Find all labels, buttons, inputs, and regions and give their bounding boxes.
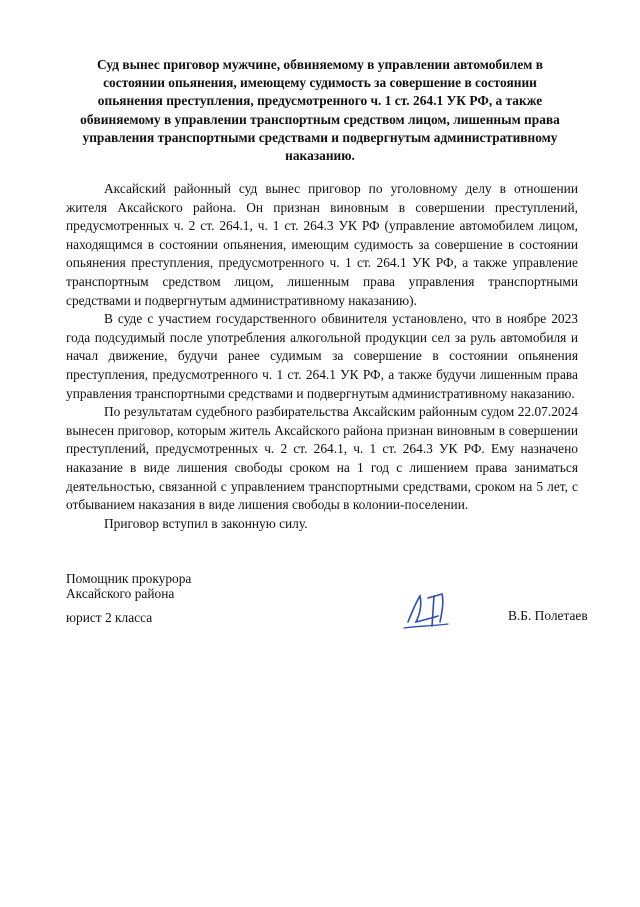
paragraph: Аксайский районный суд вынес приговор по уголовному делу в отношении жителя Аксайского района. Он признан виновным в совершении преступлений, предусмотренных ч. 2 ст. 264.1, ч. 1 ст. 264.3 УК РФ (управление автомобилем лицом, находящимся в состоянии опьянения, имеющим судимость за совершение в состоянии опьянения преступления, предусмотренного ч. 1 ст. 264.1 УК РФ, а также управление транспортным средством лицом, лишенным права управления транспортными средствами и подвергнутым административному наказанию).: [66, 181, 578, 308]
signer-name: В.Б. Полетаев: [508, 608, 588, 623]
document-body: [66, 180, 578, 533]
signer-rank: юрист 2 класса: [66, 610, 153, 625]
signer-position-line2: Аксайского района: [66, 586, 175, 601]
document-title: Суд вынес приговор мужчине, обвиняемому в управлении автомобилем в состоянии опьянения, имеющему судимость за совершение в состоянии опьянения преступления, предусмотренного ч. 1 ст. 264.1 УК РФ, а также обвиняемому в управлении транспортным средством лицом, лишенным права управления транспортными средствами и подвергнутым административному наказанию.: [80, 57, 560, 164]
handwritten-signature-icon: [398, 582, 458, 634]
signer-position-line1: Помощник прокурора: [66, 571, 192, 586]
paragraph: По результатам судебного разбирательства Аксайским районным судом 22.07.2024 вынесен приговор, которым житель Аксайского района признан виновным в совершении преступлений, предусмотренных ч. 2 ст. 264.1, ч. 1 ст. 264.3 УК РФ. Ему назначено наказание в виде лишения свободы сроком на 1 год с лишением права заниматься деятельностью, связанной с управлением транспортными средствами, сроком на 5 лет, с отбыванием наказания в виде лишения свободы в колонии-поселении.: [66, 404, 578, 513]
paragraph: Приговор вступил в законную силу.: [104, 515, 308, 531]
paragraph: В суде с участием государственного обвинителя установлено, что в ноябре 2023 года подсудимый после употребления алкогольной продукции сел за руль автомобиля и начал движение, будучи ранее судимым за совершение в состоянии опьянения преступления, предусмотренного ч. 1 ст. 264.1 УК РФ, а также будучи лишенным права управления транспортными средствами и подвергнутым административному наказанию.: [66, 311, 578, 401]
